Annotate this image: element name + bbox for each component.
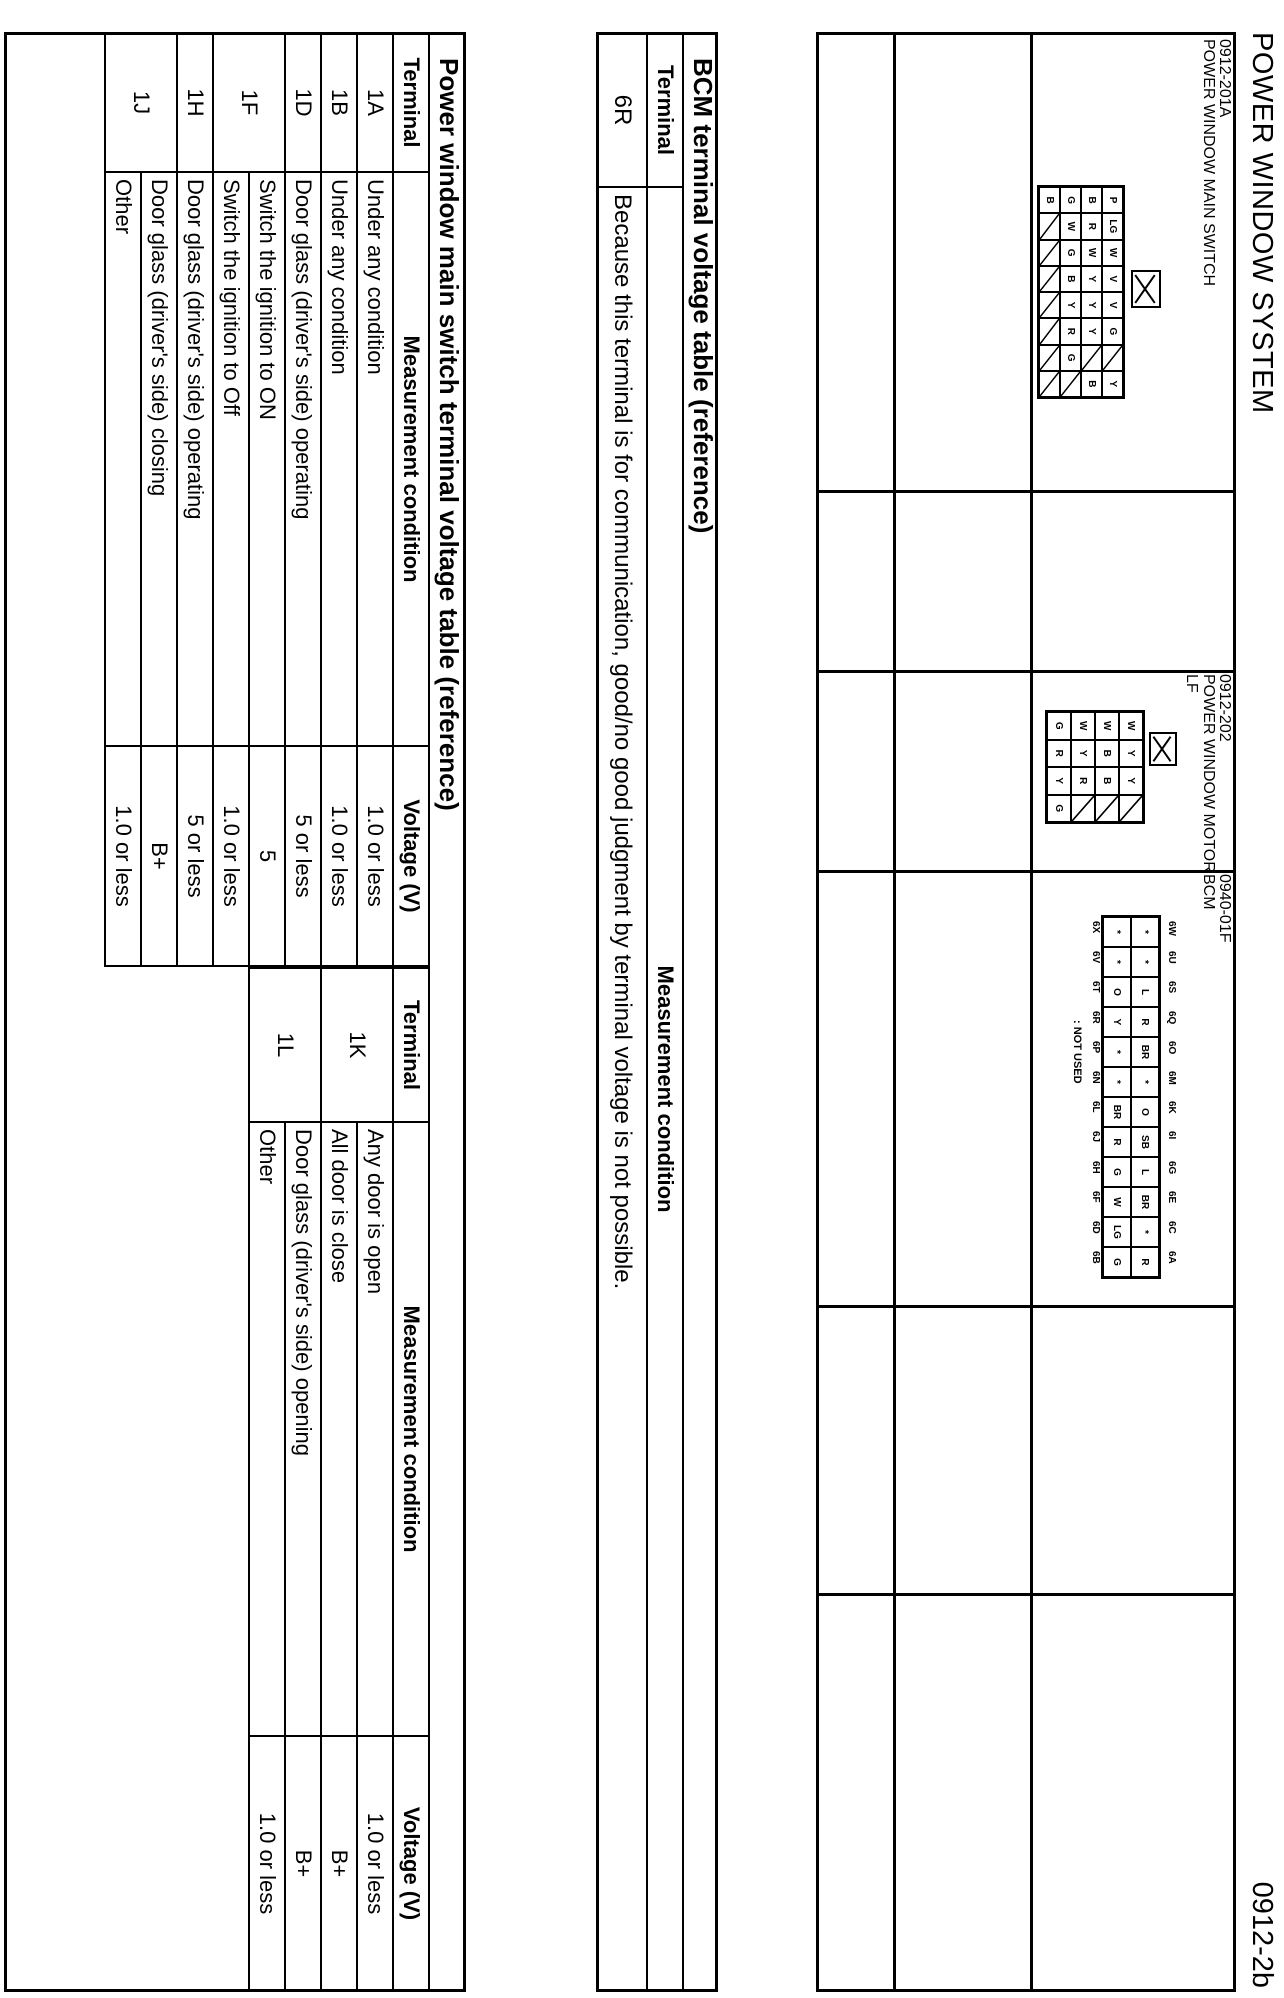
pin-label: 6F xyxy=(1090,1191,1101,1203)
pin: B xyxy=(1081,187,1102,213)
pin: Y xyxy=(1047,767,1071,795)
pin: * xyxy=(1131,917,1159,947)
pin: G xyxy=(1103,1157,1131,1187)
pin: R xyxy=(1060,318,1081,344)
header-voltage: Voltage (V) xyxy=(393,746,429,966)
pin: W xyxy=(1119,712,1143,740)
pin: Y xyxy=(1060,292,1081,318)
pin: V xyxy=(1102,266,1123,292)
table-row xyxy=(249,33,285,966)
pin-label: 6I xyxy=(1166,1131,1177,1140)
pin: * xyxy=(1103,917,1131,947)
table-row xyxy=(105,33,141,966)
pin: W xyxy=(1060,213,1081,239)
connector-name: POWER WINDOW MOTOR LF xyxy=(1183,674,1217,873)
table-row xyxy=(285,968,321,1991)
cell-condition: Door glass (driver's side) closing xyxy=(141,172,177,746)
pin: R xyxy=(1071,767,1095,795)
header-voltage: Voltage (V) xyxy=(393,1736,429,1991)
pin: Y xyxy=(1081,318,1102,344)
connector-code: 0912-202 xyxy=(1216,674,1233,742)
pin xyxy=(1071,795,1095,823)
pin: L xyxy=(1131,1157,1159,1187)
pin: B xyxy=(1039,187,1060,213)
table-row xyxy=(357,33,393,966)
table-row xyxy=(177,33,213,966)
cell-condition: Under any condition xyxy=(321,172,357,746)
pin: V xyxy=(1102,292,1123,318)
pin xyxy=(1039,292,1060,318)
pin-label: 6P xyxy=(1090,1041,1101,1054)
cell-voltage: 5 or less xyxy=(177,746,213,966)
pin: W xyxy=(1102,240,1123,266)
cell-voltage: 1.0 or less xyxy=(321,746,357,966)
not-used-legend: : NOT USED xyxy=(1071,1020,1083,1084)
connector-motor-lf xyxy=(1033,670,1233,873)
pin: BR xyxy=(1103,1097,1131,1127)
cell-condition: All door is close xyxy=(321,1122,357,1736)
pin-label: 6R xyxy=(1090,1011,1101,1024)
connector-key xyxy=(1131,270,1161,308)
connector-code: 0912-201A xyxy=(1216,39,1233,118)
cell-voltage: 1.0 or less xyxy=(105,746,141,966)
header-terminal: Terminal xyxy=(393,33,429,172)
pin xyxy=(1039,266,1060,292)
pin-labels-bottom xyxy=(1087,915,1101,1275)
pin-label: 6S xyxy=(1166,981,1177,994)
pin: B xyxy=(1081,371,1102,397)
cell-condition: Other xyxy=(105,172,141,746)
table-header-row xyxy=(647,33,683,1991)
connector-main-switch xyxy=(1033,35,1233,670)
pin-label: 6V xyxy=(1090,951,1101,964)
pin-label: 6X xyxy=(1090,921,1101,934)
pin xyxy=(1039,213,1060,239)
table-row xyxy=(597,33,647,1991)
pin-label: 6L xyxy=(1090,1101,1101,1113)
cell-voltage: B+ xyxy=(285,1736,321,1991)
cell-condition: Door glass (driver's side) opening xyxy=(285,1122,321,1736)
pin xyxy=(1039,240,1060,266)
pin: W xyxy=(1071,712,1095,740)
pin-labels-top xyxy=(1163,915,1177,1275)
pw-table-right xyxy=(248,967,430,1992)
pin-label: 6K xyxy=(1166,1101,1177,1114)
cell-condition: Under any condition xyxy=(357,172,393,746)
cell-voltage: 5 xyxy=(249,746,285,966)
cell-terminal: 1D xyxy=(285,33,321,172)
table-row xyxy=(321,968,357,1991)
pin: SB xyxy=(1131,1127,1159,1157)
table-row xyxy=(249,968,285,1991)
pin-label: 6H xyxy=(1090,1161,1101,1174)
pin: B xyxy=(1095,767,1119,795)
cell-voltage: B+ xyxy=(141,746,177,966)
bcm-table xyxy=(596,32,684,1992)
pin-label: 6T xyxy=(1090,981,1101,993)
pin: G xyxy=(1047,712,1071,740)
header-condition: Measurement condition xyxy=(647,187,683,1991)
pin: Y xyxy=(1071,740,1095,768)
pin: * xyxy=(1131,1217,1159,1247)
cell-terminal: 1K xyxy=(321,968,393,1122)
pin-block xyxy=(1037,185,1125,399)
pin: Y xyxy=(1119,740,1143,768)
cell-condition: Any door is open xyxy=(357,1122,393,1736)
connector-key xyxy=(1149,732,1177,766)
connector-bcm xyxy=(1033,870,1233,1305)
bcm-table-title: BCM terminal voltage table (reference) xyxy=(688,58,718,534)
connector-name: BCM xyxy=(1200,874,1217,910)
table-row xyxy=(213,33,249,966)
pin-label: 6U xyxy=(1166,951,1177,964)
cell-voltage: 1.0 or less xyxy=(357,746,393,966)
cell-terminal: 1H xyxy=(177,33,213,172)
pin: W xyxy=(1095,712,1119,740)
pin: P xyxy=(1102,187,1123,213)
pin xyxy=(1039,318,1060,344)
pin: * xyxy=(1103,1037,1131,1067)
header-terminal: Terminal xyxy=(393,968,429,1122)
pin: O xyxy=(1131,1097,1159,1127)
cell-terminal: 6R xyxy=(597,33,647,187)
pin xyxy=(1102,345,1123,371)
grid-line xyxy=(819,1593,1233,1596)
pin: Y xyxy=(1119,767,1143,795)
cell-voltage: 5 or less xyxy=(285,746,321,966)
table-header-row xyxy=(393,968,429,1991)
pin xyxy=(1095,795,1119,823)
pw-table-title: Power window main switch terminal voltage table (reference) xyxy=(434,58,464,811)
pin: R xyxy=(1103,1127,1131,1157)
pin: R xyxy=(1047,740,1071,768)
pin xyxy=(1060,371,1081,397)
pin-label: 6E xyxy=(1166,1191,1177,1204)
pin: BR xyxy=(1131,1187,1159,1217)
pin: B xyxy=(1060,266,1081,292)
pin-block xyxy=(1101,915,1161,1279)
pin: Y xyxy=(1102,371,1123,397)
connector-name: POWER WINDOW MAIN SWITCH xyxy=(1200,39,1217,287)
pin: R xyxy=(1081,213,1102,239)
table-row xyxy=(141,33,177,966)
pin: O xyxy=(1103,977,1131,1007)
header-terminal: Terminal xyxy=(647,33,683,187)
cell-terminal: 1J xyxy=(105,33,177,172)
cell-condition: Switch the ignition to ON xyxy=(249,172,285,746)
pin xyxy=(1039,345,1060,371)
pin-label: 6B xyxy=(1090,1251,1101,1264)
cell-condition: Other xyxy=(249,1122,285,1736)
cell-condition: Because this terminal is for communication, good/no good judgment by terminal voltage is not possible. xyxy=(597,187,647,1991)
cell-voltage: 1.0 or less xyxy=(249,1736,285,1991)
pin-label: 6Q xyxy=(1166,1011,1177,1025)
page-code: 0912-2b xyxy=(1246,1881,1278,1988)
pin: R xyxy=(1131,1007,1159,1037)
pin-label: 6G xyxy=(1166,1161,1177,1175)
pin: LG xyxy=(1103,1217,1131,1247)
cell-terminal: 1B xyxy=(321,33,357,172)
pin: Y xyxy=(1081,292,1102,318)
header-condition: Measurement condition xyxy=(393,1122,429,1736)
pin: G xyxy=(1102,318,1123,344)
pin-label: 6O xyxy=(1166,1041,1177,1055)
cell-voltage: 1.0 or less xyxy=(357,1736,393,1991)
pin: R xyxy=(1131,1247,1159,1277)
pin: Y xyxy=(1103,1007,1131,1037)
connector-grid xyxy=(816,32,1236,1992)
pin: B xyxy=(1095,740,1119,768)
grid-line xyxy=(893,35,896,1989)
cell-voltage: 1.0 or less xyxy=(213,746,249,966)
table-header-row xyxy=(393,33,429,966)
pin: G xyxy=(1047,795,1071,823)
table-row xyxy=(285,33,321,966)
pin-label: 6C xyxy=(1166,1221,1177,1234)
pin: G xyxy=(1060,187,1081,213)
cell-terminal: 1F xyxy=(213,33,285,172)
table-row xyxy=(321,33,357,966)
cell-condition: Door glass (driver's side) operating xyxy=(285,172,321,746)
cell-terminal: 1L xyxy=(249,968,321,1122)
cell-condition: Door glass (driver's side) operating xyxy=(177,172,213,746)
pin: G xyxy=(1103,1247,1131,1277)
grid-line xyxy=(819,1305,1233,1308)
cell-condition: Switch the ignition to Off xyxy=(213,172,249,746)
pin-label: 6N xyxy=(1090,1071,1101,1084)
cell-terminal: 1A xyxy=(357,33,393,172)
cell-voltage: B+ xyxy=(321,1736,357,1991)
pin: * xyxy=(1131,947,1159,977)
header-condition: Measurement condition xyxy=(393,172,429,746)
pin: * xyxy=(1103,1067,1131,1097)
pin: L xyxy=(1131,977,1159,1007)
pin-label: 6A xyxy=(1166,1251,1177,1264)
table-row xyxy=(357,968,393,1991)
pin-label: 6W xyxy=(1166,921,1177,936)
pin xyxy=(1039,371,1060,397)
pin xyxy=(1081,345,1102,371)
pin: W xyxy=(1081,240,1102,266)
pin: G xyxy=(1060,345,1081,371)
pin: BR xyxy=(1131,1037,1159,1067)
pin: W xyxy=(1103,1187,1131,1217)
pin: * xyxy=(1103,947,1131,977)
connector-code: 0940-01F xyxy=(1216,874,1233,943)
pin-label: 6D xyxy=(1090,1221,1101,1234)
pw-table-left xyxy=(104,32,430,967)
pin: Y xyxy=(1081,266,1102,292)
pin-label: 6J xyxy=(1090,1131,1101,1143)
pin xyxy=(1119,795,1143,823)
pin: * xyxy=(1131,1067,1159,1097)
pin-label: 6M xyxy=(1166,1071,1177,1085)
pin: G xyxy=(1060,240,1081,266)
pin-block xyxy=(1045,710,1145,824)
pin: LG xyxy=(1102,213,1123,239)
page-title: POWER WINDOW SYSTEM xyxy=(1246,32,1278,414)
